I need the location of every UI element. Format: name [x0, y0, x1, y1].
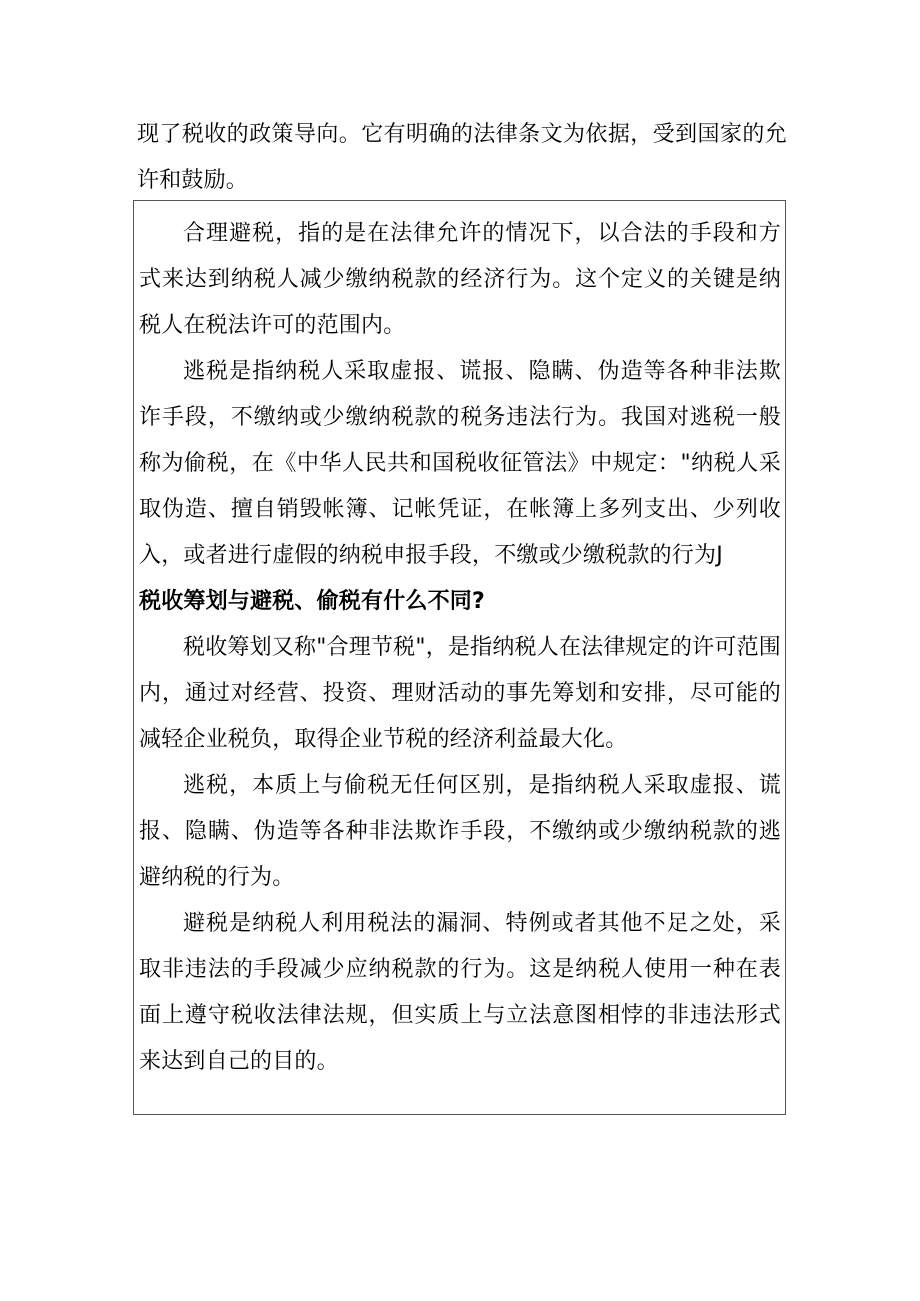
paragraph-evasion-definition: 逃税，本质上与偷税无任何区别，是指纳税人采取虚报、谎报、隐瞒、伪造等各种非法欺诈手段，不缴纳或少缴纳税款的逃避纳税的行为。 [139, 773, 781, 890]
paragraph-reasonable-tax-avoidance: 合理避税，指的是在法律允许的情况下，以合法的手段和方式来达到纳税人减少缴纳税款的经济行为。这个定义的关键是纳税人在税法许可的范围内。 [139, 221, 781, 338]
paragraph-tax-evasion: 逃税是指纳税人采取虚报、谎报、隐瞒、伪造等各种非法欺诈手段，不缴纳或少缴纳税款的税务违法行为。我国对逃税一般称为偷税，在《中华人民共和国税收征管法》中规定："纳税人采取伪造、擅自销毁帐簿、记帐凭证，在帐簿上多列支出、少列收入，或者进行虚假的纳税申报手段，不缴或少缴税款的行为J [139, 359, 781, 568]
paragraph-tax-planning: 税收筹划又称"合理节税"，是指纳税人在法律规定的许可范围内，通过对经营、投资、理财活动的事先筹划和安排，尽可能的减轻企业税负，取得企业节税的经济利益最大化。 [139, 635, 781, 752]
section-heading: 税收筹划与避税、偷税有什么不同? [139, 589, 485, 614]
paragraph-avoidance-definition: 避税是纳税人利用税法的漏洞、特例或者其他不足之处，采取非违法的手段减少应纳税款的行为。这是纳税人使用一种在表面上遵守税收法律法规，但实质上与立法意图相悖的非违法形式来达到自己的目的。 [139, 911, 781, 1074]
bordered-text-box [133, 200, 786, 1115]
intro-paragraph: 现了税收的政策导向。它有明确的法律条文为依据，受到国家的允许和鼓励。 [137, 122, 787, 193]
